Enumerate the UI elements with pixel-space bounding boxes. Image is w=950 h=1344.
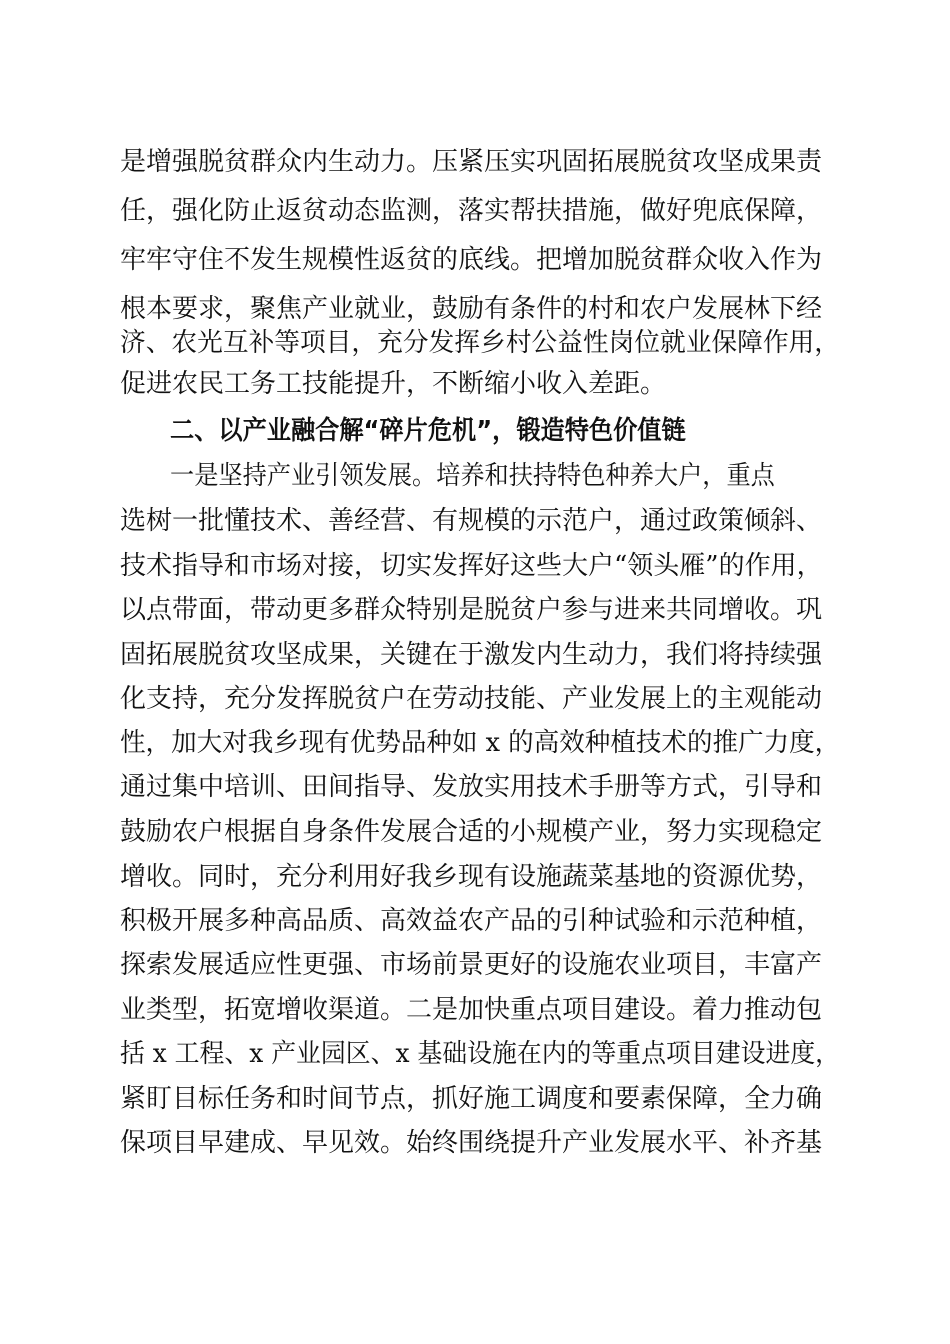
section-heading: 二、以产业融合解“碎片危机”，锻造特色价值链 [170,416,686,446]
paragraph-line: 以点带面，带动更多群众特别是脱贫户参与进来共同增收。巩 [120,595,823,625]
paragraph-line: 增收。同时，充分利用好我乡现有设施蔬菜基地的资源优势， [120,862,823,892]
paragraph-line: 积极开展多种高品质、高效益农产品的引种试验和示范种植， [120,906,823,936]
paragraph-line: 固拓展脱贫攻坚成果，关键在于激发内生动力，我们将持续强 [120,640,823,670]
paragraph-line: 鼓励农户根据自身条件发展合适的小规模产业，努力实现稳定 [120,817,823,847]
paragraph-line: 保项目早建成、早见效。始终围绕提升产业发展水平、补齐基 [120,1128,823,1158]
paragraph-line: 技术指导和市场对接，切实发挥好这些大户“领头雁”的作用， [120,551,823,581]
paragraph-line: 是增强脱贫群众内生动力。压紧压实巩固拓展脱贫攻坚成果责 [120,147,823,177]
paragraph-line: 根本要求，聚焦产业就业，鼓励有条件的村和农户发展林下经 [120,294,823,324]
paragraph-line: 探索发展适应性更强、市场前景更好的设施农业项目，丰富产 [120,950,823,980]
paragraph-line: 促进农民工务工技能提升，不断缩小收入差距。 [120,369,667,399]
paragraph-line: 选树一批懂技术、善经营、有规模的示范户，通过政策倾斜、 [120,506,823,536]
paragraph-line: 括 x 工程、x 产业园区、x 基础设施在内的等重点项目建设进度， [120,1039,841,1069]
paragraph-line: 任，强化防止返贫动态监测，落实帮扶措施，做好兜底保障， [120,196,823,226]
paragraph-line: 紧盯目标任务和时间节点，抓好施工调度和要素保障，全力确 [120,1084,823,1114]
paragraph-line: 性，加大对我乡现有优势品种如 x 的高效种植技术的推广力度， [120,728,841,758]
paragraph-line: 牢牢守住不发生规模性返贫的底线。把增加脱贫群众收入作为 [120,245,823,275]
paragraph-line: 业类型，拓宽增收渠道。二是加快重点项目建设。着力推动包 [120,995,823,1025]
paragraph-line: 通过集中培训、田间指导、发放实用技术手册等方式，引导和 [120,772,823,802]
paragraph-line: 济、农光互补等项目，充分发挥乡村公益性岗位就业保障作用， [120,328,841,358]
paragraph-line: 化支持，充分发挥脱贫户在劳动技能、产业发展上的主观能动 [120,684,823,714]
paragraph-line: 一是坚持产业引领发展。培养和扶持特色种养大户，重点 [170,461,775,491]
